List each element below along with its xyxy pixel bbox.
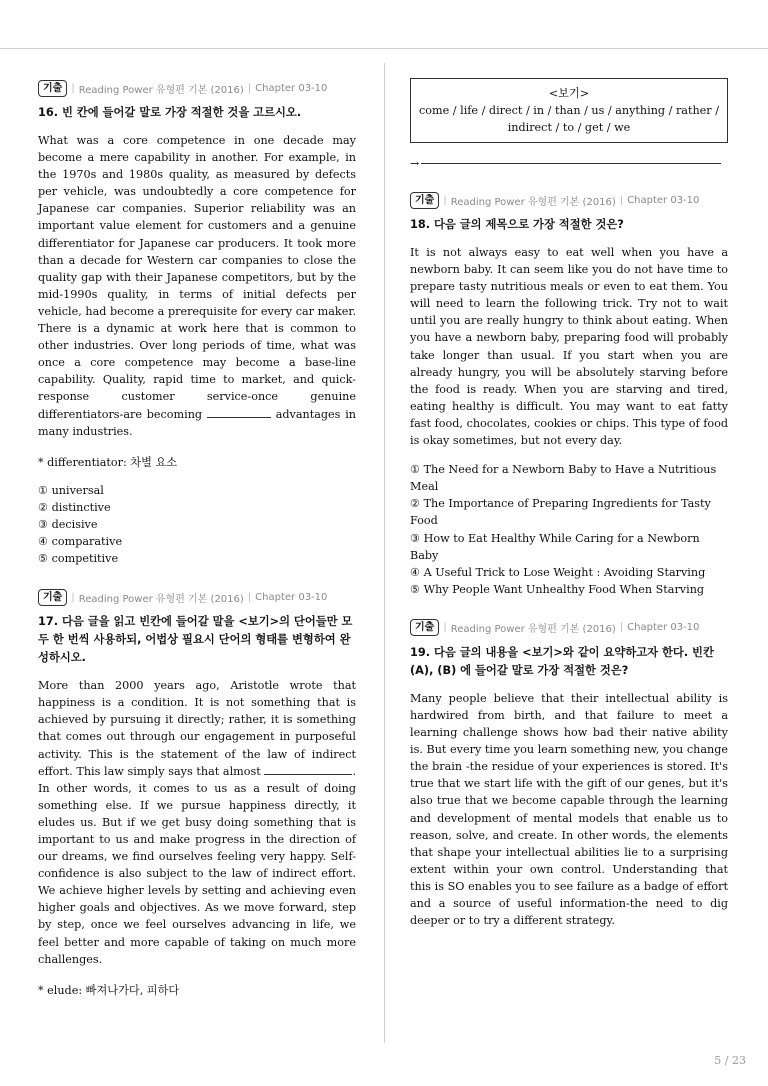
vocab-note: * differentiator: 차별 요소 [38, 455, 178, 469]
option-2[interactable]: ② distinctive [38, 500, 111, 514]
option-3[interactable]: ③ How to Eat Healthy While Caring for a Newborn Baby [410, 531, 700, 562]
question-18-options [410, 461, 728, 598]
option-5[interactable]: ⑤ competitive [38, 552, 119, 566]
passage-text-after: . In other words, it comes to us as a result of doing something else. If we pursue happiness directly, it eludes us. But if we get busy doing something that is important to us and make progress in the direction of our dreams, we find ourselves feeling very happy. Self-confidence is also subject to the law of indirect effort. We achieve higher levels by setting and achieving even higher goals and objectives. As we move forward, step by step, once we feel ourselves advancing in life, we feel better and more capable of taking on much more challenges. [38, 764, 356, 966]
chapter-label: Chapter 03-10 [627, 194, 700, 206]
question-17-passage [38, 677, 356, 968]
option-4[interactable]: ④ A Useful Trick to Lose Weight : Avoiding Starving [410, 565, 706, 579]
option-1[interactable]: ① The Need for a Newborn Baby to Have a Nutritious Meal [410, 463, 717, 494]
source-label: Reading Power 유형편 기본 (2016) [450, 196, 616, 208]
question-17-title: 17. 다음 글을 읽고 빈칸에 들어갈 말을 <보기>의 단어들만 모두 한 번씩 사용하되, 어법상 필요시 단어의 형태를 변형하여 완성하시오. [38, 615, 353, 665]
vocab-note: * elude: 빠져나가다, 피하다 [38, 983, 180, 997]
source-label: Reading Power 유형편 기본 (2016) [78, 593, 244, 605]
word-box [410, 78, 728, 143]
chapter-label: Chapter 03-10 [255, 82, 328, 94]
option-2[interactable]: ② The Importance of Preparing Ingredients for Tasty Food [410, 497, 711, 528]
separator: | [247, 591, 252, 603]
answer-blank [207, 417, 271, 418]
question-19 [410, 618, 728, 929]
header-rule [0, 48, 768, 49]
separator: | [71, 591, 75, 603]
separator: | [443, 194, 447, 206]
question-16 [38, 78, 356, 567]
question-18-title: 18. 다음 글의 제목으로 가장 적절한 것은? [410, 218, 624, 231]
option-5[interactable]: ⑤ Why People Want Unhealthy Food When Starving [410, 582, 705, 596]
option-3[interactable]: ③ decisive [38, 517, 98, 531]
chapter-label: Chapter 03-10 [627, 622, 700, 634]
source-label: Reading Power 유형편 기본 (2016) [78, 84, 244, 96]
separator: | [247, 82, 252, 94]
exam-badge: 기출 [410, 192, 439, 209]
word-box-title: <보기> [548, 87, 590, 100]
question-16-title: 16. 빈 칸에 들어갈 말로 가장 적절한 것을 고르시오. [38, 106, 302, 119]
question-16-passage [38, 132, 356, 440]
exam-badge: 기출 [38, 589, 67, 606]
separator: | [619, 194, 624, 206]
source-label: Reading Power 유형편 기본 (2016) [450, 624, 616, 636]
chapter-label: Chapter 03-10 [255, 591, 328, 603]
separator: | [71, 82, 75, 94]
question-19-title: 19. 다음 글의 내용을 <보기>와 같이 요약하고자 한다. 빈칸 (A), (B) 에 들어갈 말로 가장 적절한 것은? [410, 645, 714, 677]
separator: | [443, 622, 447, 634]
passage-text-after: advantages in many industries. [38, 407, 356, 438]
arrow-icon: → [410, 157, 420, 170]
right-column [410, 78, 728, 929]
left-column [38, 78, 356, 998]
question-19-tagline [410, 618, 728, 638]
exam-badge: 기출 [410, 619, 439, 636]
question-18 [410, 190, 728, 598]
question-17-tagline [38, 587, 356, 607]
passage-text-before: More than 2000 years ago, Aristotle wrote that happiness is a condition. It is not something that is achieved by pursuing it directly; rather, it is something that comes out through our engagement in purposeful activity. This is the statement of the law of indirect effort. This law simply says that almost [38, 679, 356, 778]
separator: | [619, 622, 624, 634]
question-18-passage: It is not always easy to eat well when you have a newborn baby. It can seem like you do not have time to prepare tasty nutritious meals or even to eat them. You will need to learn the following trick. Try not to wait until you are really hungry to think about eating. When you have a newborn baby, preparing food will probably take longer than usual. If you start when you are already hungry, you will be absolutely starving before the food is ready. When you are starving and tired, eating healthy is difficult. You may want to eat fatty fast food, chocolates, cookies or chips. This type of food is okay sometimes, but not every day. [410, 246, 728, 448]
question-16-options [38, 482, 356, 567]
column-divider [384, 63, 385, 1043]
answer-line[interactable] [410, 157, 728, 170]
answer-blank [264, 774, 352, 775]
question-17 [38, 587, 356, 998]
exam-badge: 기출 [38, 80, 67, 97]
option-4[interactable]: ④ comparative [38, 534, 123, 548]
answer-underline [421, 163, 721, 164]
question-16-tagline [38, 78, 356, 98]
word-box-words: come / life / direct / in / than / us / anything / rather / indirect / to / get / we [419, 104, 719, 134]
page-number: 5 / 23 [714, 1054, 746, 1067]
question-18-tagline [410, 190, 728, 210]
option-1[interactable]: ① universal [38, 483, 104, 497]
passage-text-before: What was a core competence in one decade may become a mere capability in another. For example, in the 1970s and 1980s quality, as measured by defects per vehicle, was undoubtedly a core competence for Japanese car companies. Superior reliability was an important value element for customers and a genuine differentiator for Japanese car producers. It took more than a decade for Western car companies to close the quality gap with their Japanese competitors, but by the mid-1990s quality, in terms of initial defects per vehicle, had become a prerequisite for every car maker. There is a dynamic at work here that is common to other industries. Over long periods of time, what was once a core competence may become a base-line capability. Quality, rapid time to market, and quick-response customer service-once genuine differentiators-are becoming [38, 134, 356, 421]
question-19-passage: Many people believe that their intellectual ability is hardwired from birth, and that failure to meet a learning challenge shows how bad their native ability is. But every time you learn something new, you change the brain -the residue of your experiences is stored. It's true that we start life with the gift of our genes, but it's also true that we become capable through the learning and development of mental models that enable us to reason, solve, and create. In other words, the elements that shape your intellectual abilities lie to a surprising extent within your own control. Understanding that this is SO enables you to see failure as a badge of effort and a source of useful information-the need to dig deeper or to try a different strategy. [410, 691, 728, 928]
